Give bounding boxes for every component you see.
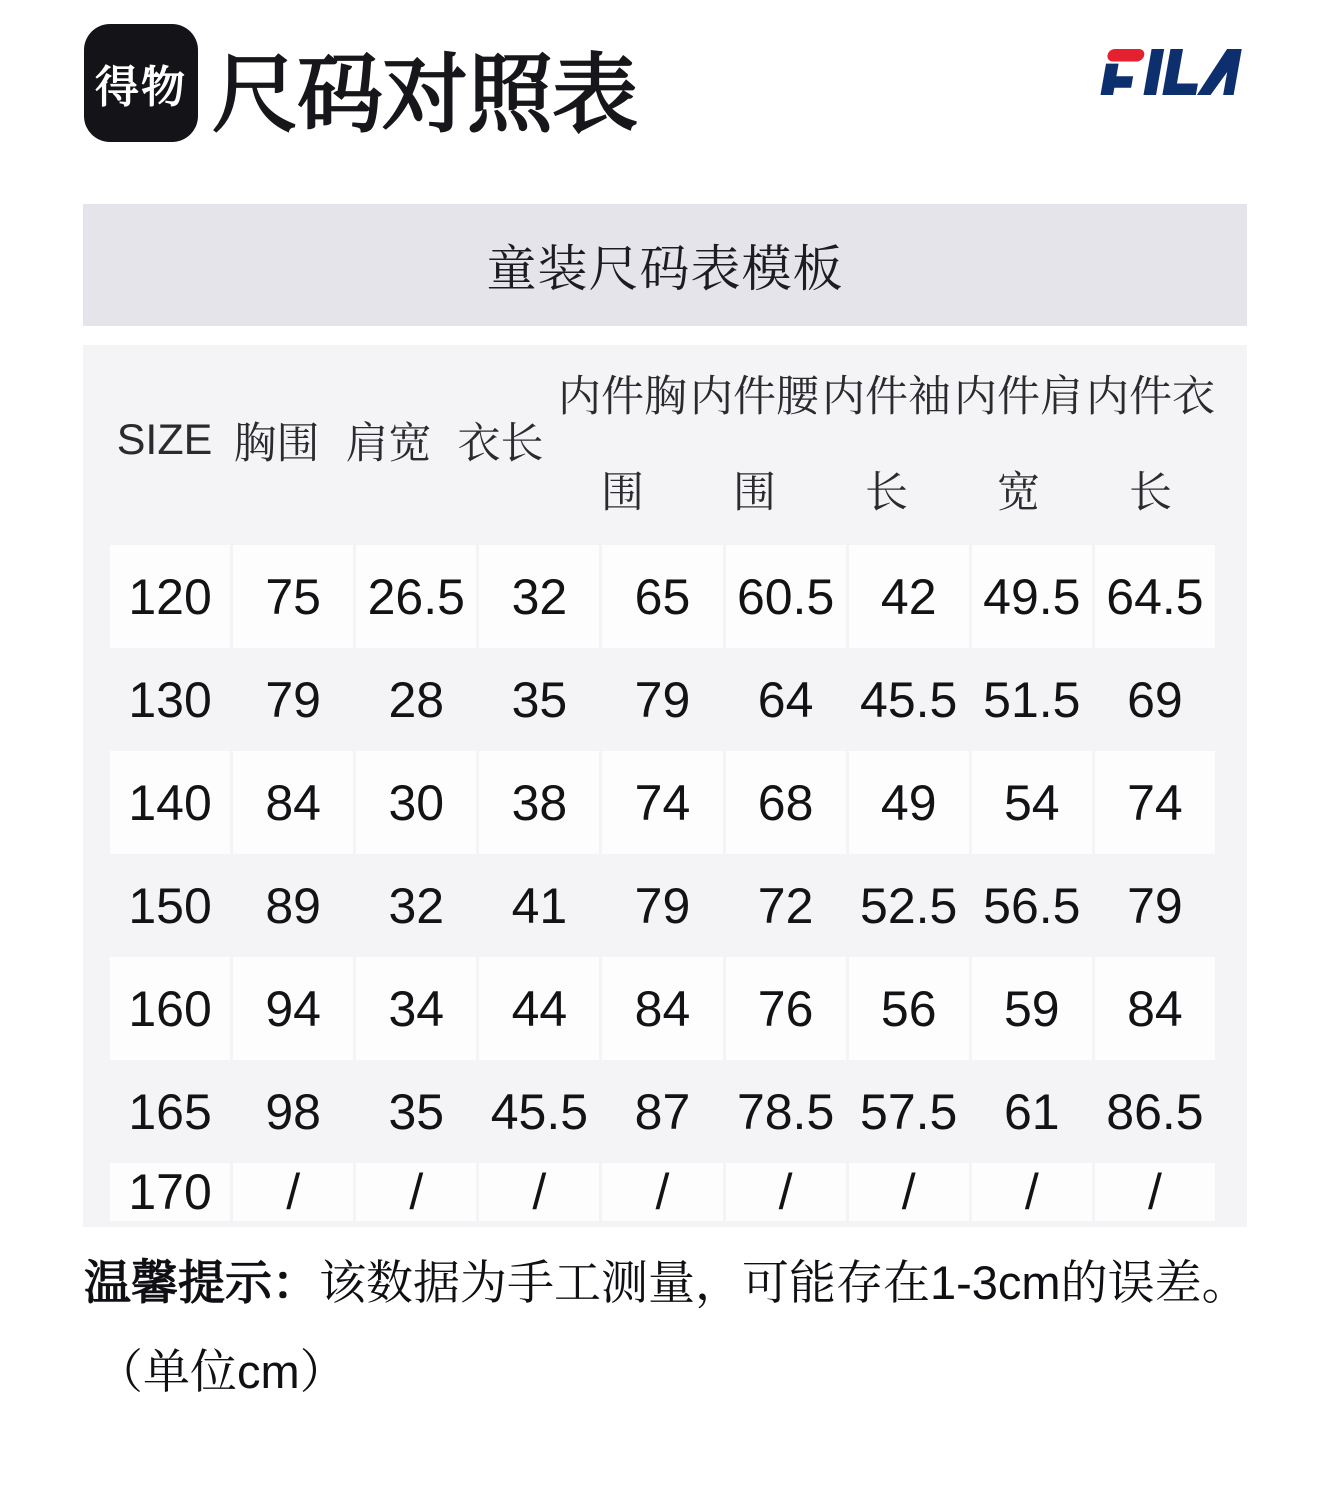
measurement-value: 94 [233,957,353,1060]
column-header-8 [954,345,1083,545]
size-value: 165 [128,1083,212,1140]
column-header-line2: 宽 [997,469,1040,517]
measurement-value: 84 [1095,957,1215,1060]
fila-letter-l [1162,49,1204,95]
fila-letter-a [1197,49,1242,95]
table-row-165 [110,1060,1215,1163]
column-header-line2: 围 [601,469,644,517]
size-chart-table [83,345,1247,1227]
table-row-130 [110,648,1215,751]
column-header-line2: 长 [1129,469,1172,517]
measurement-value: / [233,1163,353,1221]
measurement-value: 79 [634,671,691,728]
measurement-value: 45.5 [490,1083,589,1140]
measurement-value: / [726,1163,846,1221]
measurement-value: 42 [849,545,969,648]
measurement-value: / [602,1163,722,1221]
measurement-value: / [849,1163,969,1221]
measurement-value: 84 [602,957,722,1060]
measurement-value: 51.5 [983,671,1081,728]
table-body [110,545,1215,1221]
unit-note: （单位cm） [96,1345,347,1398]
measurement-value: 76 [726,957,846,1060]
measurement-value: 69 [1127,671,1183,728]
measurement-value: 34 [356,957,476,1060]
column-header-line2: 围 [733,469,776,517]
measurement-value: 78.5 [736,1083,835,1140]
measurement-value: 79 [1127,877,1183,934]
size-value: 170 [110,1163,230,1221]
measurement-value: 68 [726,751,846,854]
column-header-line1: 内件肩 [954,373,1083,421]
measurement-value: 32 [479,545,599,648]
size-value: 130 [128,671,212,728]
column-header-line1: 内件腰 [690,373,819,421]
footer-note [84,1246,1264,1402]
measurement-value: 61 [1004,1083,1060,1140]
measurement-value: 64.5 [1095,545,1215,648]
measurement-value: 56 [849,957,969,1060]
table-header-row [110,345,1215,545]
notice-text: 该数据为手工测量，可能存在1-3cm的误差。 [319,1256,1249,1309]
measurement-value: / [1095,1163,1215,1221]
measurement-value: 65 [602,545,722,648]
column-header-6 [690,345,819,545]
column-header-line2: 长 [865,469,908,517]
measurement-value: 30 [356,751,476,854]
measurement-value: 56.5 [983,877,1081,934]
measurement-value: 49.5 [972,545,1092,648]
column-header-5 [558,345,687,545]
measurement-value: 79 [634,877,691,934]
table-title: 童装尺码表模板 [486,241,844,297]
measurement-value: 44 [479,957,599,1060]
fila-f-red-bar [1106,49,1145,62]
measurement-value: 84 [233,751,353,854]
measurement-value: / [356,1163,476,1221]
dewu-logo [84,24,198,142]
column-header-2: 胸围 [233,419,320,468]
measurement-value: / [972,1163,1092,1221]
notice-line [84,1246,1264,1313]
measurement-value: 72 [757,877,814,934]
table-row-150 [110,854,1215,957]
measurement-value: / [479,1163,599,1221]
column-header-7 [822,345,951,545]
measurement-value: 89 [265,877,321,934]
measurement-value: 57.5 [860,1083,958,1140]
column-header-3: 肩宽 [345,419,432,468]
column-header-4: 衣长 [457,419,544,468]
measurement-value: 26.5 [356,545,476,648]
measurement-value: 49 [849,751,969,854]
column-header-9 [1086,345,1215,545]
measurement-value: 79 [265,671,321,728]
page-title: 尺码对照表 [212,47,637,143]
measurement-value: 35 [388,1083,445,1140]
size-value: 140 [110,751,230,854]
measurement-value: 75 [233,545,353,648]
measurement-value: 60.5 [726,545,846,648]
table-row-120 [110,545,1215,648]
measurement-value: 54 [972,751,1092,854]
size-value: 150 [128,877,212,934]
measurement-value: 98 [265,1083,321,1140]
measurement-value: 28 [388,671,445,728]
notice-label: 温馨提示： [84,1256,319,1309]
measurement-value: 74 [1095,751,1215,854]
measurement-value: 41 [511,877,568,934]
column-header-line1: 内件胸 [558,373,687,421]
measurement-value: 45.5 [860,671,958,728]
dewu-logo-text: 得物 [95,63,187,112]
measurement-value: 38 [479,751,599,854]
measurement-value: 52.5 [860,877,958,934]
measurement-value: 35 [511,671,568,728]
measurement-value: 64 [757,671,814,728]
table-row-160 [110,957,1215,1060]
table-row-140 [110,751,1215,854]
column-header-line1: 内件袖 [822,373,951,421]
measurement-value: 59 [972,957,1092,1060]
measurement-value: 87 [634,1083,691,1140]
table-title-banner [83,204,1247,326]
measurement-value: 74 [602,751,722,854]
column-header-line1: 内件衣 [1086,373,1215,421]
table-row-170 [110,1163,1215,1221]
fila-letter-i [1143,49,1164,95]
fila-letter-f [1100,64,1135,95]
size-value: 120 [110,545,230,648]
column-header-1: SIZE [116,415,213,464]
measurement-value: 86.5 [1106,1083,1204,1140]
size-value: 160 [110,957,230,1060]
fila-brand-logo [1094,42,1246,102]
measurement-value: 32 [388,877,445,934]
